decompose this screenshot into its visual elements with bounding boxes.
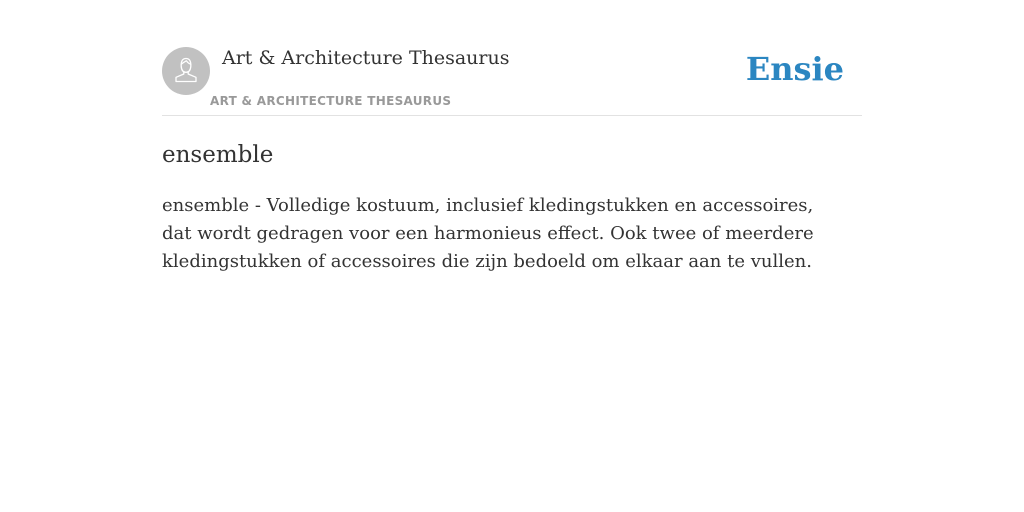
- source-label[interactable]: ART & ARCHITECTURE THESAURUS: [210, 94, 452, 108]
- avatar[interactable]: [162, 47, 210, 95]
- ensie-logo[interactable]: Ensie: [745, 50, 844, 88]
- author-name[interactable]: Art & Architecture Thesaurus: [222, 47, 510, 69]
- entry-definition: ensemble - Volledige kostuum, inclusief kledingstukken en accessoires, dat wordt gedragen voor een harmonieus effect. Ook twee of meerdere kledingstukken of accessoires die zijn bedoeld om elkaar aan te vullen.: [162, 195, 814, 272]
- entry-term: ensemble: [162, 142, 274, 168]
- entry-header: [162, 46, 862, 116]
- user-icon: [171, 54, 201, 89]
